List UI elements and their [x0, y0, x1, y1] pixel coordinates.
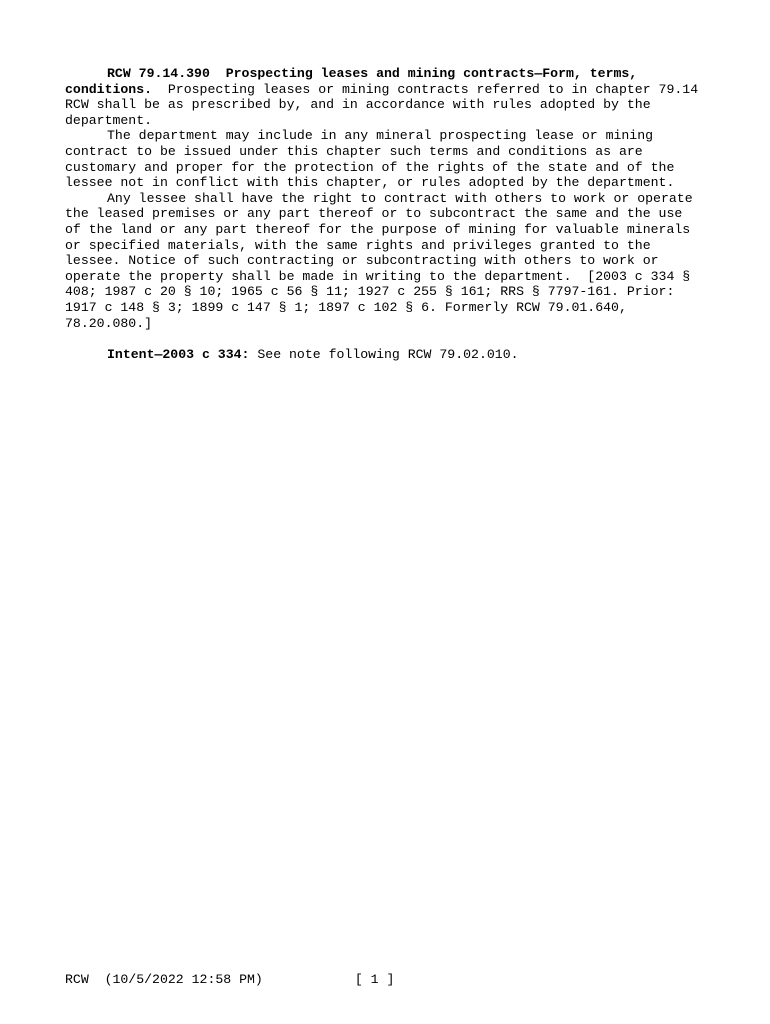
- section-lead-text: Prospecting leases or mining contracts referred to in chapter 79.14 RCW shall be as prescribed by, and in accordance with rules adopted by the department.: [65, 81, 707, 128]
- intent-note-paragraph: [65, 347, 705, 363]
- section-paragraph: [65, 128, 705, 190]
- section-first-paragraph: [65, 66, 705, 128]
- document-content: [65, 66, 705, 362]
- intent-note-heading: Intent—2003 c 334:: [107, 346, 250, 362]
- page-footer: [65, 972, 705, 988]
- paragraph-text: The department may include in any mineral prospecting lease or mining contract to be issued under this chapter such terms and conditions as are customary and proper for the protection of the rights of the state and of the lessee not in conflict with this chapter, or rules adopted by the department.: [65, 128, 683, 191]
- paragraph-text: Any lessee shall have the right to contract with others to work or operate the leased premises or any part thereof or to subcontract the same and the use of the land or any part thereof for the purpose of mining for valuable minerals or specified materials, with the same rights and privileges granted to the lessee. Notice of such contracting or subcontracting with others to work or operate the property shall be made in writing to the department. [2003 c 334 § 408; 1987 c 20 § 10; 1965 c 56 § 11; 1927 c 255 § 161; RRS § 7797-161. Prior: 1917 c 148 § 3; 1899 c 147 § 1; 1897 c 102 § 6. Formerly RCW 79.01.640, 78.20.080.]: [65, 190, 701, 331]
- section-paragraph: [65, 191, 705, 331]
- footer-page-number: [ 1 ]: [354, 972, 395, 987]
- section-heading: RCW 79.14.390 Prospecting leases and mining contracts—Form, terms, conditions.: [65, 66, 646, 97]
- intent-note-text: See note following RCW 79.02.010.: [249, 346, 519, 362]
- footer-timestamp: RCW (10/5/2022 12:58 PM): [65, 972, 263, 987]
